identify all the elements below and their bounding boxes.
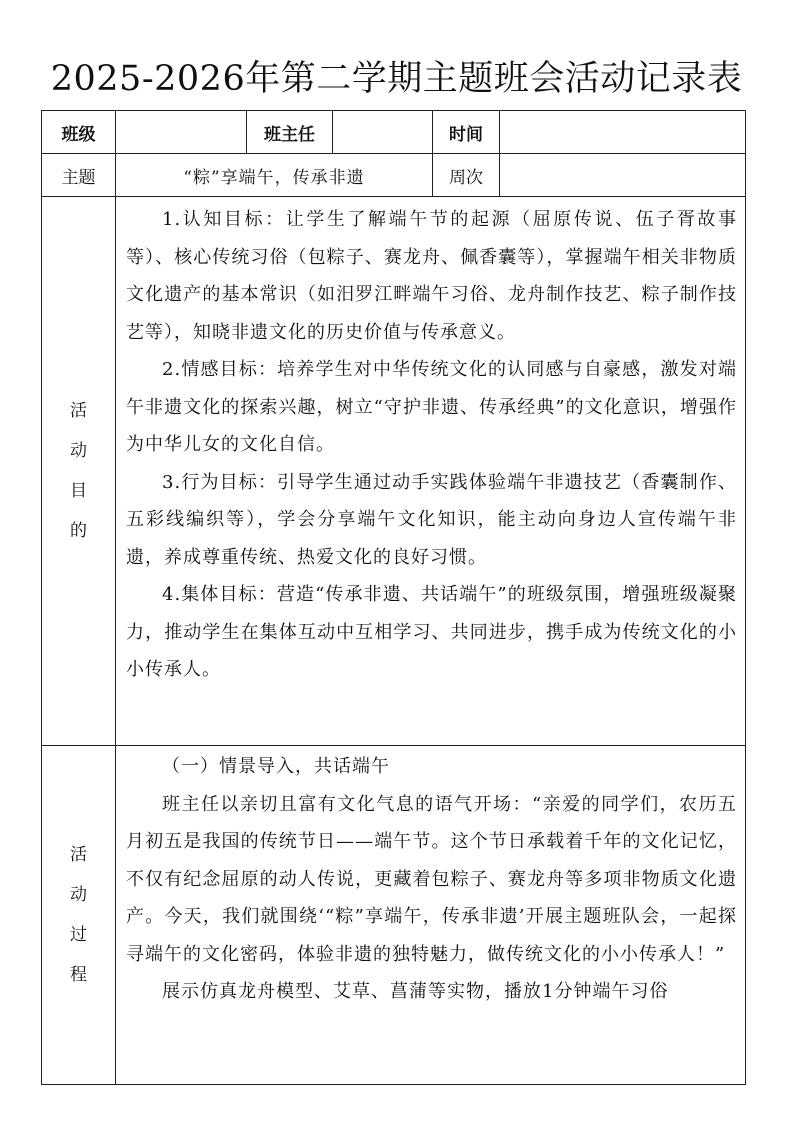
header-row-1	[42, 111, 746, 154]
objective-label-char: 动	[70, 441, 87, 461]
process-label-char: 过	[70, 925, 87, 945]
objective-label-char: 活	[70, 401, 87, 421]
objective-label-char: 目	[70, 481, 87, 501]
objective-label	[42, 197, 116, 746]
week-label: 周次	[433, 154, 500, 197]
class-value-field[interactable]	[116, 111, 247, 154]
time-value-field[interactable]	[500, 111, 746, 154]
process-paragraph: 班主任以亲切且富有文化气息的语气开场：“亲爱的同学们，农历五月初五是我国的传统节日——端午节。这个节日承载着千年的文化记忆，不仅有纪念屈原的动人传说，更藏着包粽子、赛龙舟等多项非物质文化遗产。今天，我们就围绕‘“粽”享端午，传承非遗’开展主题班队会，一起探寻端午的文化密码，体验非遗的独特魅力，做传统文化的小小传承人！”	[126, 793, 737, 965]
week-value-field[interactable]	[500, 154, 746, 197]
header-row-2	[42, 154, 746, 197]
objective-content	[116, 197, 746, 746]
theme-label: 主题	[42, 154, 116, 197]
objective-label-char: 的	[70, 521, 87, 541]
objective-paragraph: 4.集体目标：营造“传承非遗、共话端午”的班级氛围，增强班级凝聚力，推动学生在集体互动中互相学习、共同进步，携手成为传统文化的小小传承人。	[126, 584, 737, 680]
process-content	[116, 746, 746, 1085]
time-label: 时间	[433, 111, 500, 154]
record-table	[41, 110, 746, 1085]
process-label-char: 程	[70, 965, 87, 985]
process-row	[42, 746, 746, 1085]
objective-paragraph: 1.认知目标：让学生了解端午节的起源（屈原传说、伍子胥故事等）、核心传统习俗（包粽子、赛龙舟、佩香囊等），掌握端午相关非物质文化遗产的基本常识（如汨罗江畔端午习俗、龙舟制作技艺、粽子制作技艺等），知晓非遗文化的历史价值与传承意义。	[126, 209, 737, 343]
class-label: 班级	[42, 111, 116, 154]
process-label-char: 动	[70, 885, 87, 905]
objective-paragraph: 3.行为目标：引导学生通过动手实践体验端午非遗技艺（香囊制作、五彩线编织等），学会分享端午文化知识，能主动向身边人宣传端午非遗，养成尊重传统、热爱文化的良好习惯。	[126, 471, 737, 568]
process-heading: （一）情景导入，共话端午	[162, 756, 390, 777]
teacher-label: 班主任	[247, 111, 333, 154]
objective-row	[42, 197, 746, 746]
objective-paragraph: 2.情感目标：培养学生对中华传统文化的认同感与自豪感，激发对端午非遗文化的探索兴趣，树立“守护非遗、传承经典”的文化意识，增强作为中华儿女的文化自信。	[126, 359, 737, 455]
process-paragraph: 展示仿真龙舟模型、艾草、菖蒲等实物，播放1分钟端午习俗	[162, 981, 669, 1002]
teacher-value-field[interactable]	[333, 111, 433, 154]
process-label	[42, 746, 116, 1085]
theme-value: “粽”享端午，传承非遗	[116, 154, 433, 197]
process-label-char: 活	[70, 845, 87, 865]
page-title: 2025-2026年第二学期主题班会活动记录表	[50, 59, 743, 99]
